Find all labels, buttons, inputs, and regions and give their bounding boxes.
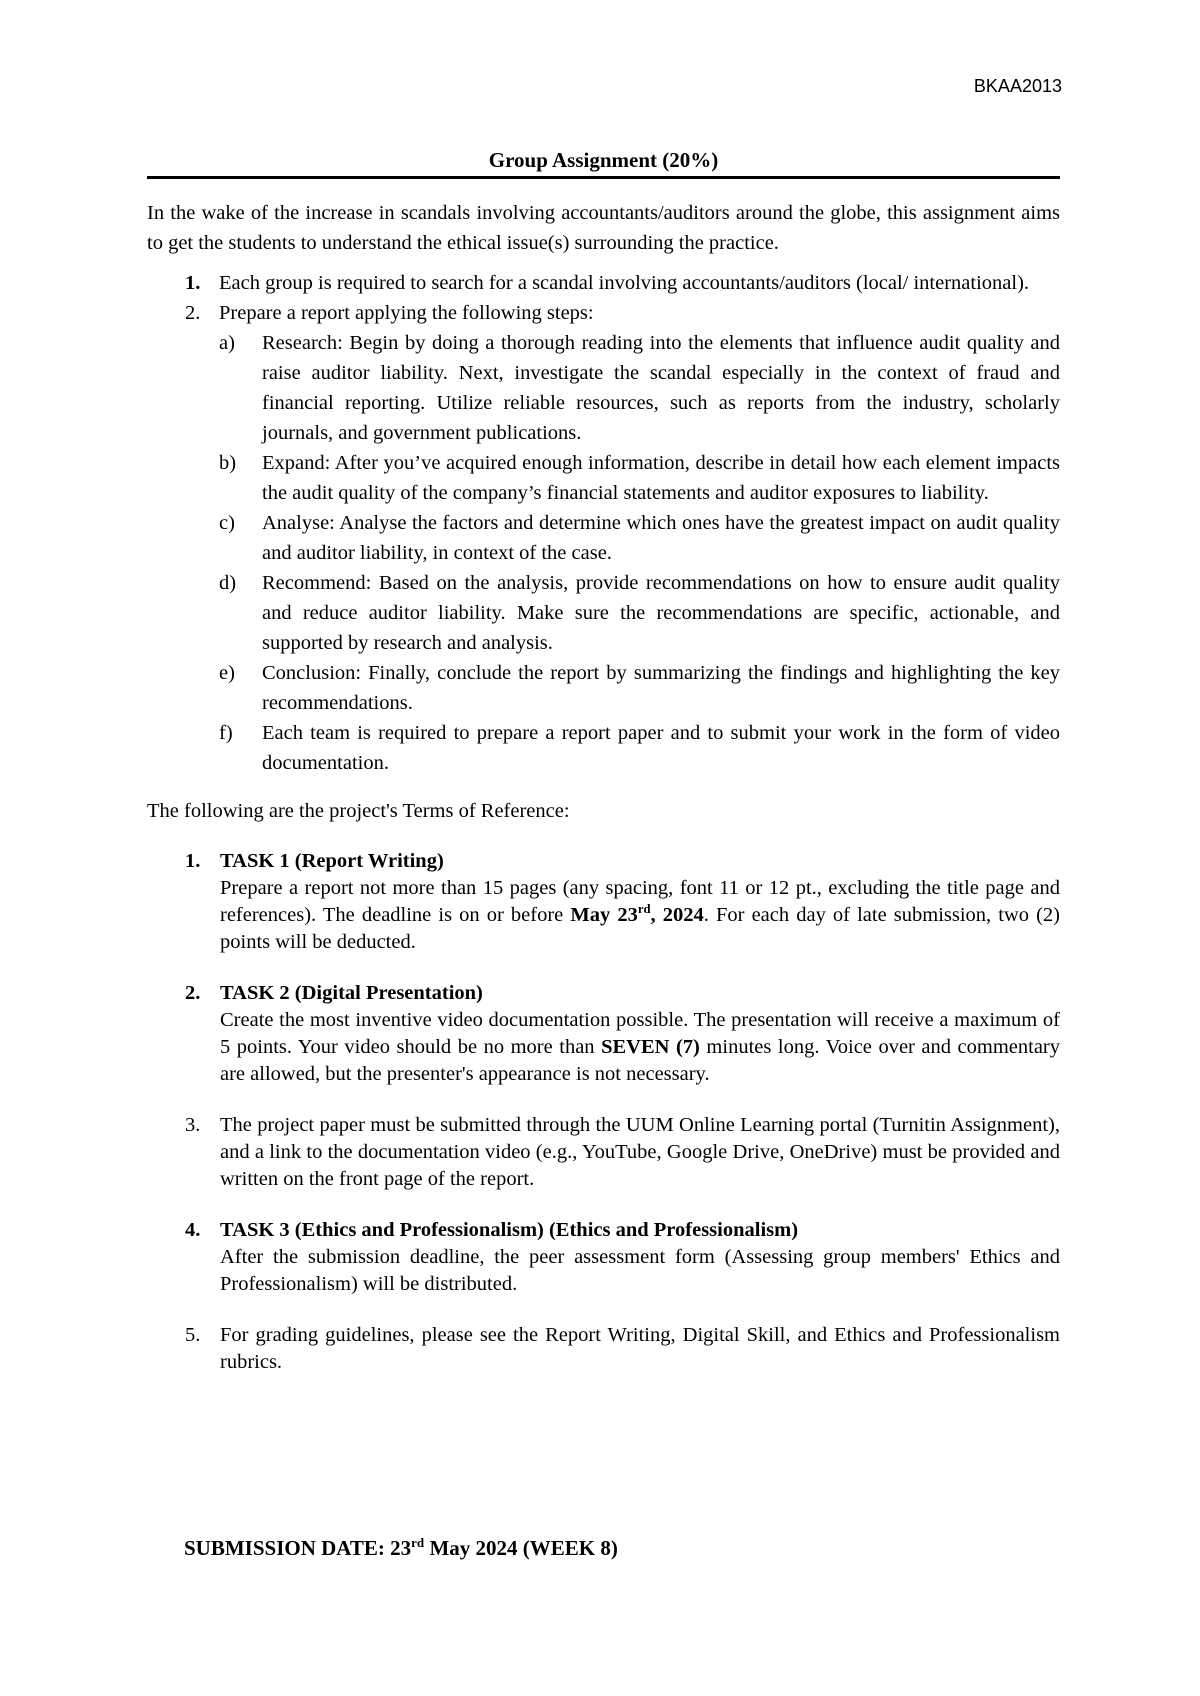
task-item: [147, 1322, 1060, 1376]
page-title: Group Assignment (20%): [488, 148, 719, 172]
task-number: 4.: [185, 1219, 201, 1241]
task-text: After the submission deadline, the peer assessment form (Assessing group members' Ethics and Professionalism) will be distributed.: [220, 1246, 1060, 1295]
task-text-part: Create the most inventive video documentation possible. The presentation will receive a maximum of 5 points. Your video should be no more than: [220, 1009, 1060, 1058]
task-text-part: Prepare a report not more than 15 pages (any spacing, font 11 or 12 pt., excluding the title page and references). The deadline is on or before: [220, 877, 1060, 926]
step-number: 1.: [185, 272, 201, 294]
task-heading: TASK 3 (Ethics and Professionalism) (Ethics and Professionalism): [220, 1219, 799, 1241]
substep-letter: e): [219, 662, 235, 684]
deadline-year: , 2024: [650, 904, 704, 926]
task-item: [147, 980, 1060, 1088]
substep-item: [219, 568, 1060, 658]
task-text-part: . For each day of late submission, two (2) points will be deducted.: [220, 904, 1061, 953]
duration-limit: SEVEN (7): [601, 1036, 700, 1058]
step-text: Each group is required to search for a scandal involving accountants/auditors (local/ international).: [219, 272, 1030, 294]
substep-letter: b): [219, 452, 237, 474]
substep-item: [219, 508, 1060, 568]
substep-text: Expand: After you’ve acquired enough information, describe in detail how each element impacts the audit quality of the company’s financial statements and auditor exposures to liability.: [262, 452, 1060, 504]
title-divider: [147, 176, 1060, 179]
course-code: BKAA2013: [973, 76, 1062, 96]
substep-letter: f): [219, 722, 233, 744]
task-item: [147, 848, 1060, 956]
task-text: [220, 875, 1060, 956]
step-text: Prepare a report applying the following steps:: [219, 302, 594, 324]
submission-label: SUBMISSION DATE: 23: [184, 1536, 412, 1560]
submission-date: [184, 1533, 618, 1563]
task-text: The project paper must be submitted through the UUM Online Learning portal (Turnitin Assignment), and a link to the documentation video (e.g., YouTube, Google Drive, OneDrive) must be provided and written on the front page of the report.: [220, 1114, 1060, 1190]
task-item: [147, 1112, 1060, 1193]
substep-text: Conclusion: Finally, conclude the report by summarizing the findings and highlighting the key recommendations.: [262, 662, 1060, 714]
step-item: [147, 268, 1060, 298]
substep-letter: a): [219, 332, 235, 354]
submission-rest: May 2024 (WEEK 8): [424, 1536, 618, 1560]
substeps-list: [219, 328, 1060, 778]
task-text: [220, 1007, 1060, 1088]
substep-letter: c): [219, 512, 235, 534]
task-number: 2.: [185, 982, 201, 1004]
task-heading: TASK 2 (Digital Presentation): [220, 982, 483, 1004]
task-text-part: minutes long. Voice over and commentary are allowed, but the presenter's appearance is not necessary.: [220, 1036, 1060, 1085]
substep-item: [219, 328, 1060, 448]
task-number: 3.: [185, 1114, 201, 1136]
substep-text: Each team is required to prepare a report paper and to submit your work in the form of video documentation.: [262, 722, 1060, 774]
substep-item: [219, 718, 1060, 778]
substep-text: Recommend: Based on the analysis, provide recommendations on how to ensure audit quality and reduce auditor liability. Make sure the recommendations are specific, actionable, and supported by research and analysis.: [262, 572, 1060, 654]
substep-text: Analyse: Analyse the factors and determine which ones have the greatest impact on audit quality and auditor liability, in context of the case.: [262, 512, 1060, 564]
step-item: [147, 298, 1060, 778]
terms-intro: The following are the project's Terms of Reference:: [147, 800, 570, 822]
task-text: For grading guidelines, please see the Report Writing, Digital Skill, and Ethics and Professionalism rubrics.: [220, 1324, 1060, 1373]
deadline-day: May 23: [570, 904, 638, 926]
substep-item: [219, 448, 1060, 508]
task-heading: TASK 1 (Report Writing): [220, 850, 444, 872]
task-number: 1.: [185, 850, 201, 872]
deadline-suffix: rd: [637, 902, 651, 917]
substep-item: [219, 658, 1060, 718]
document-body: [147, 198, 1060, 1376]
substep-letter: d): [219, 572, 237, 594]
step-number: 2.: [185, 302, 201, 324]
task-item: [147, 1217, 1060, 1298]
submission-suffix: rd: [411, 1535, 425, 1550]
intro-paragraph: In the wake of the increase in scandals involving accountants/auditors around the globe, this assignment aims to get the students to understand the ethical issue(s) surrounding the practice.: [147, 202, 1060, 254]
substep-text: Research: Begin by doing a thorough reading into the elements that influence audit quality and raise auditor liability. Next, investigate the scandal especially in the context of fraud and financial reporting. Utilize reliable resources, such as reports from the industry, scholarly journals, and government publications.: [262, 332, 1060, 444]
steps-list: [147, 268, 1060, 778]
task-number: 5.: [185, 1324, 201, 1346]
tasks-list: [147, 848, 1060, 1376]
